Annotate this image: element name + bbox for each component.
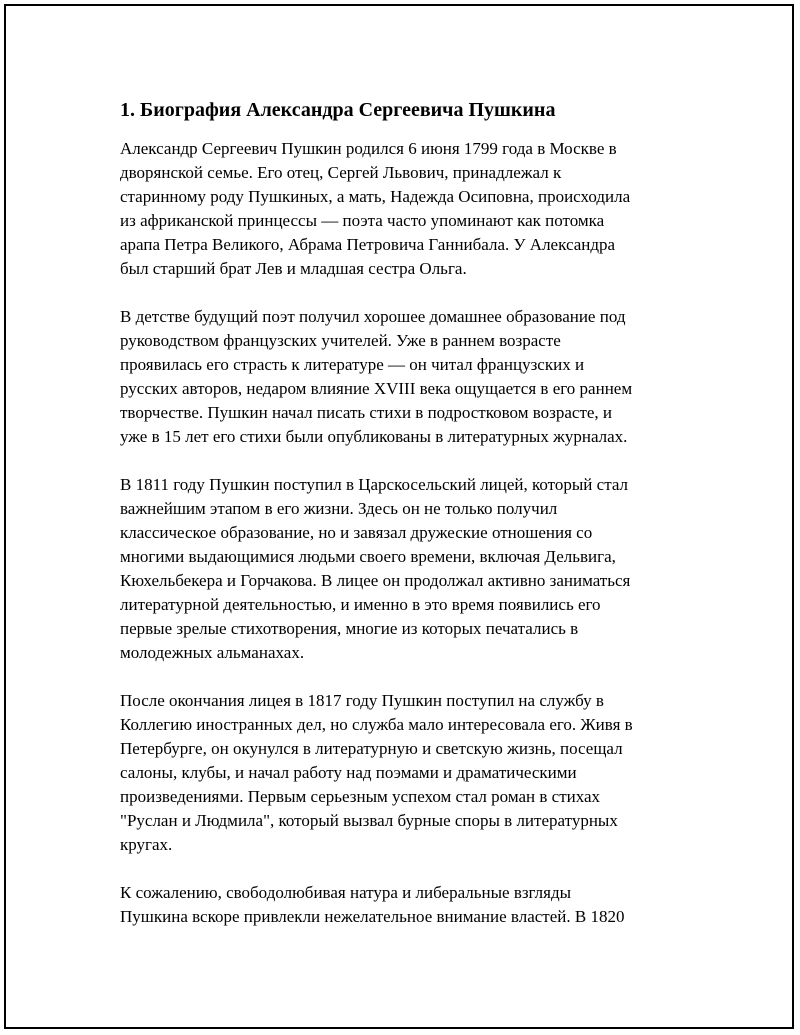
paragraph-service: После окончания лицея в 1817 году Пушкин поступил на службу в Коллегию иностранных дел, но служба мало интересовала его. Живя в Петербурге, он окунулся в литературную и светскую жизнь, посещал салоны, клубы, и начал работу над поэмами и драматическими произведениями. Первым серьезным успехом стал роман в стихах "Руслан и Людмила", который вызвал бурные споры в литературных кругах. xyxy=(120,691,633,854)
document-title: 1. Биография Александра Сергеевича Пушкина xyxy=(120,99,556,121)
paragraph-lyceum: В 1811 году Пушкин поступил в Царскосельский лицей, который стал важнейшим этапом в его жизни. Здесь он не только получил классическое образование, но и завязал дружеские отношения со многими выдающимися людьми своего времени, включая Дельвига, Кюхельбекера и Горчакова. В лицее он продолжал активно заниматься литературной деятельностью, и именно в это время появились его первые зрелые стихотворения, многие из которых печатались в молодежных альманахах. xyxy=(120,475,631,662)
page-frame xyxy=(4,4,794,1029)
document-content xyxy=(120,96,680,953)
paragraph-exile: К сожалению, свободолюбивая натура и либеральные взгляды Пушкина вскоре привлекли нежелательное внимание властей. В 1820 xyxy=(120,883,625,926)
paragraph-childhood: В детстве будущий поэт получил хорошее домашнее образование под руководством французских учителей. Уже в раннем возрасте проявилась его страсть к литературе — он читал французских и русских авторов, недаром влияние XVIII века ощущается в его раннем творчестве. Пушкин начал писать стихи в подростковом возрасте, и уже в 15 лет его стихи были опубликованы в литературных журналах. xyxy=(120,307,633,446)
paragraph-birth: Александр Сергеевич Пушкин родился 6 июня 1799 года в Москве в дворянской семье. Его отец, Сергей Львович, принадлежал к старинному роду Пушкиных, а мать, Надежда Осиповна, происходила из африканской принцессы — поэта часто упоминают как потомка арапа Петра Великого, Абрама Петровича Ганнибала. У Александра был старший брат Лев и младшая сестра Ольга. xyxy=(120,139,631,278)
